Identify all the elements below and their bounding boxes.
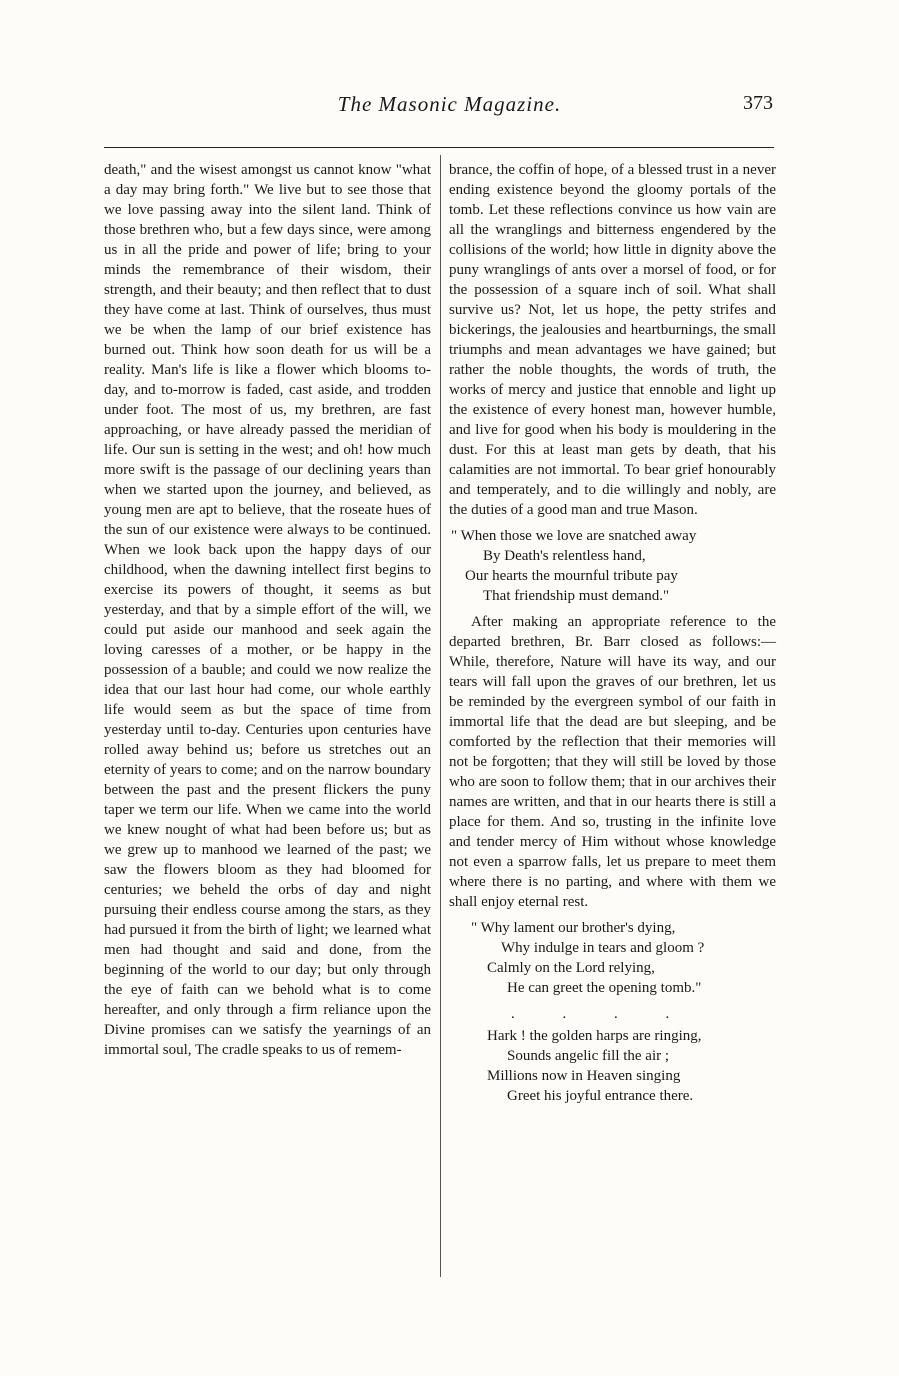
page-number: 373 — [743, 92, 773, 114]
verse-line: Sounds angelic fill the air ; — [507, 1048, 670, 1064]
right-paragraph-2: After making an appropriate reference to the departed brethren, Br. Barr closed as follows:—While, therefore, Nature will have its way, and our tears will fall upon the graves of our brethren, let us be reminded by the evergreen symbol of our faith in immortal life that the dead are but sleeping, and be comforted by the reflection that their memories will not be forgotten; that they will still be loved by those who are soon to follow them; that in our archives their names are written, and that in our hearts there is still a place for them. And so, trusting in the infinite love and tender mercy of Him without whose knowledge not even a sparrow falls, let us prepare to meet them where there is no parting, and where with them we shall enjoy eternal rest. — [449, 614, 776, 910]
right-paragraph-1: brance, the coffin of hope, of a blessed trust in a never ending existence beyond the gloomy portals of the tomb. Let these reflections convince us how vain are all the wranglings and bitterness engendered by the collisions of the world; how little in dignity above the puny wranglings of ants over a morsel of food, or for the possession of a square inch of soil. What shall survive us? Not, let us hope, the petty strifes and bickerings, the jealousies and heartburnings, the small triumphs and mean advantages we have gained; but rather the noble thoughts, the words of truth, the works of mercy and justice that ennoble and light up the existence of every honest man, however humble, and live for good when his body is mouldering in the dust. For this at least man gets by death, that his calamities are not immortal. To bear grief honourably and temperately, and to die willingly and nobly, are the duties of a good man and true Mason. — [449, 162, 776, 518]
verse-line: " Why lament our brother's dying, — [471, 920, 676, 936]
left-paragraph: death," and the wisest amongst us cannot know "what a day may bring forth." We live but to see those that we love passing away into the silent land. Think of those brethren who, but a few days since, were among us in all the pride and power of life; bring to your minds the remembrance of their wisdom, their strength, and their beauty; and then reflect that to dust they have come at last. Think of ourselves, thus must we be when the lamp of our brief existence has burned out. Think how soon death for us will be a reality. Man's life is like a flower which blooms to-day, and to-morrow is faded, cast aside, and trodden under foot. The most of us, my brethren, are fast approaching, or have already passed the meridian of life. Our sun is setting in the west; and oh! how much more swift is the passage of our declining years than when we started upon the journey, and believed, as young men are apt to believe, that the roseate hues of the sun of our existence were always to be continued. When we look back upon the happy days of our childhood, when the dawning intellect first begins to exercise its powers of thought, it seems as but yesterday, and that by a simple effort of the will, we could put aside our manhood and seek again the loving caresses of a mother, or be happy in the possession of a bauble; and could we now realize the idea that our last hour had come, our whole earthly life would seem as but the space of time from yesterday until to-day. Centuries upon centuries have rolled away behind us; before us stretches out an eternity of years to come; and on the narrow boundary between the past and the present flickers the puny taper we term our life. When we came into the world we knew nought of what had been before us; but as we grew up to manhood we learned of the past; we saw the flowers bloom as they had bloomed for centuries; we beheld the orbs of day and night pursuing their endless course among the stars, as they had pursued it from the birth of light; we learned what men had thought and said and done, from the beginning of the world to our day; but only through the eye of faith can we behold what is to come hereafter, and only through a firm reliance upon the Divine promises can we satisfy the yearnings of an immortal soul, The cradle speaks to us of remem- — [104, 162, 431, 1058]
verse-line: Greet his joyful entrance there. — [507, 1088, 694, 1104]
verse-line: Why indulge in tears and gloom ? — [501, 940, 705, 956]
verse-line: " When those we love are snatched away — [451, 528, 697, 544]
verse-line: Hark ! the golden harps are ringing, — [487, 1028, 702, 1044]
verse-2 — [449, 918, 776, 998]
verse-ellipsis: . . . . — [511, 1006, 692, 1022]
page-header — [0, 92, 899, 122]
verse-line: Our hearts the mournful tribute pay — [465, 568, 678, 584]
verse-1 — [449, 526, 776, 606]
verse-3 — [449, 1026, 776, 1106]
right-column — [449, 160, 776, 1112]
verse-line: He can greet the opening tomb." — [507, 980, 702, 996]
verse-line: By Death's relentless hand, — [483, 548, 646, 564]
column-divider — [440, 155, 441, 1277]
verse-line: That friendship must demand." — [483, 588, 670, 604]
verse-line: Calmly on the Lord relying, — [487, 960, 655, 976]
left-column — [104, 160, 431, 1060]
verse-line: Millions now in Heaven singing — [487, 1068, 681, 1084]
running-title: The Masonic Magazine. — [337, 92, 562, 116]
header-rule — [104, 147, 774, 148]
